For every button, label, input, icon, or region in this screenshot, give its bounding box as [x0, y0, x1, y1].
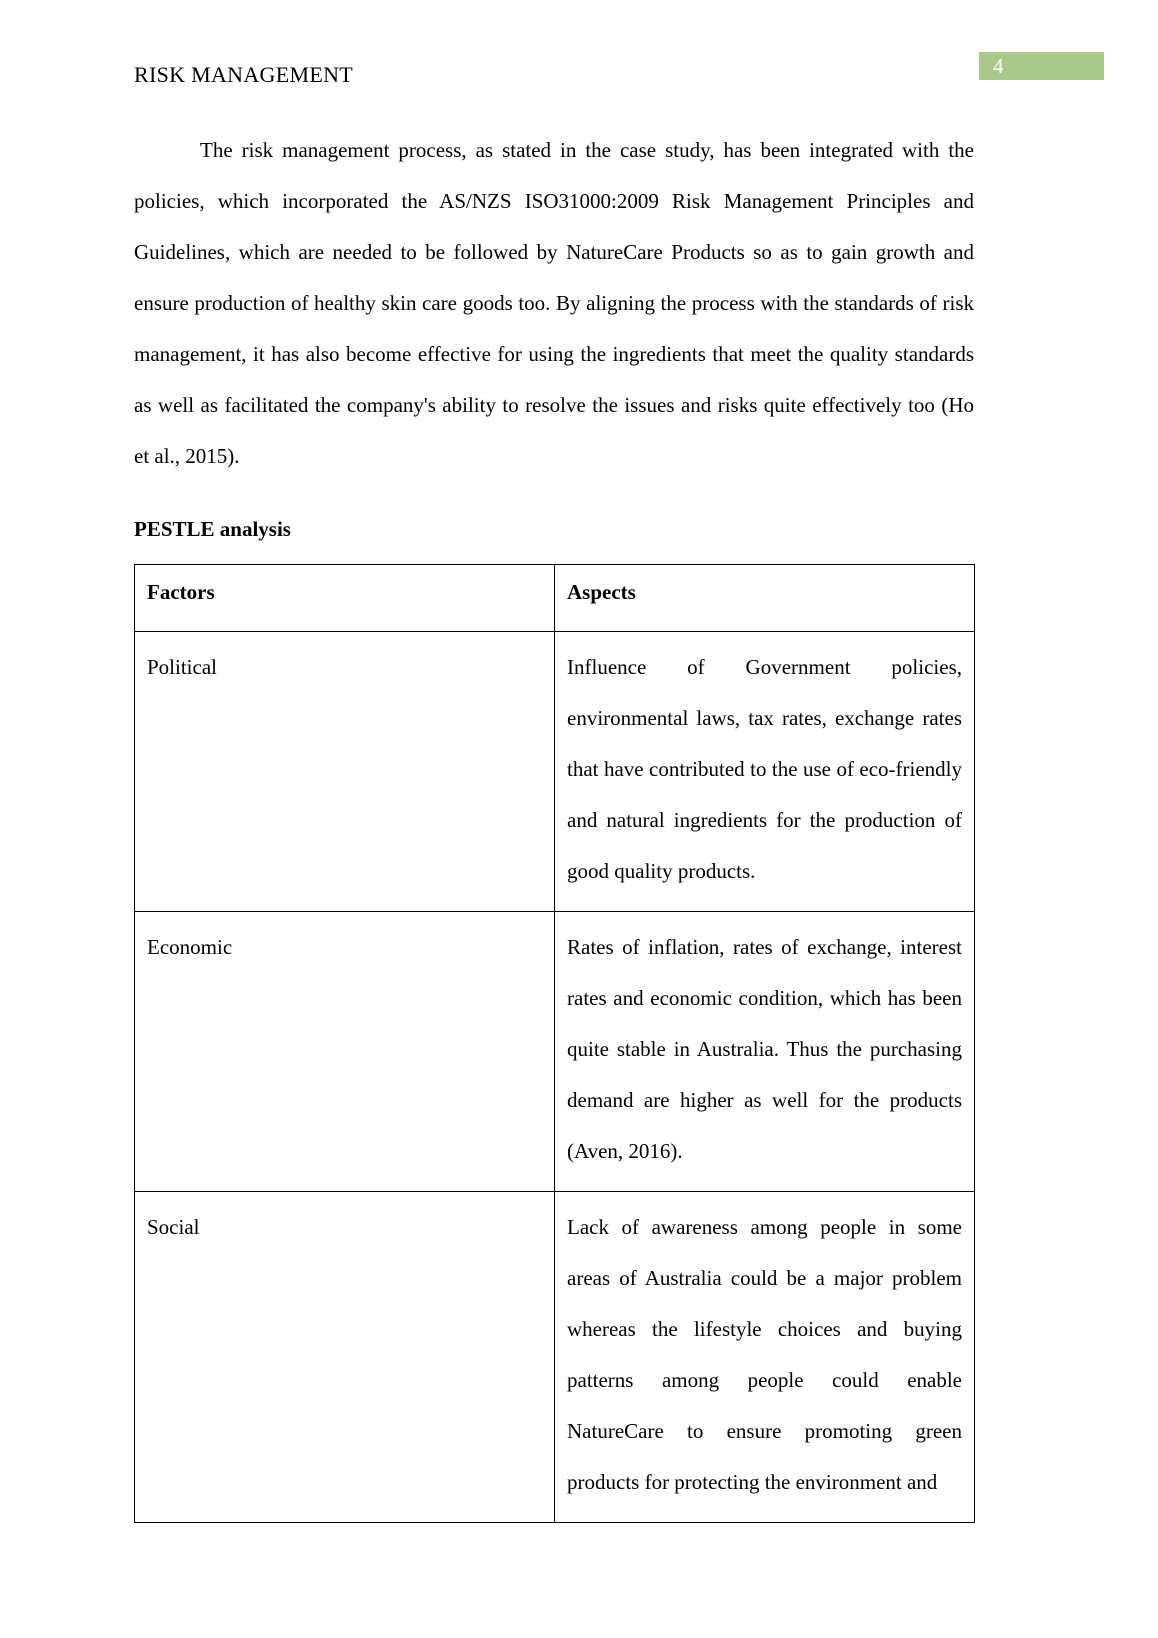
- table-header-row: [135, 565, 975, 632]
- pestle-table: [134, 564, 975, 1523]
- document-body: [134, 125, 974, 1523]
- table-cell-aspect: Rates of inflation, rates of exchange, interest rates and economic condition, which has been quite stable in Australia. Thus the purchasing demand are higher as well for the products (Aven, 2016).: [555, 912, 975, 1192]
- section-heading: PESTLE analysis: [134, 517, 291, 541]
- body-paragraph: The risk management process, as stated in the case study, has been integrated with the policies, which incorporated the AS/NZS ISO31000:2009 Risk Management Principles and Guidelines, which are needed to be followed by NatureCare Products so as to gain growth and ensure production of healthy skin care goods too. By aligning the process with the standards of risk management, it has also become effective for using the ingredients that meet the quality standards as well as facilitated the company's ability to resolve the issues and risks quite effectively too (Ho et al., 2015).: [134, 138, 974, 468]
- table-row: [135, 912, 975, 1192]
- table-cell-factor: Social: [135, 1192, 555, 1523]
- page-number-badge: 4: [979, 52, 1104, 80]
- table-cell-factor: Economic: [135, 912, 555, 1192]
- table-cell-factor: Political: [135, 632, 555, 912]
- running-head: RISK MANAGEMENT: [134, 62, 353, 87]
- table-header-factors: Factors: [135, 565, 555, 632]
- table-header-aspects: Aspects: [555, 565, 975, 632]
- table-row: [135, 632, 975, 912]
- table-cell-aspect: Influence of Government policies, environmental laws, tax rates, exchange rates that have contributed to the use of eco-friendly and natural ingredients for the production of good quality products.: [555, 632, 975, 912]
- table-row: [135, 1192, 975, 1523]
- table-cell-aspect: Lack of awareness among people in some areas of Australia could be a major problem whereas the lifestyle choices and buying patterns among people could enable NatureCare to ensure promoting green products for protecting the environment and: [555, 1192, 975, 1523]
